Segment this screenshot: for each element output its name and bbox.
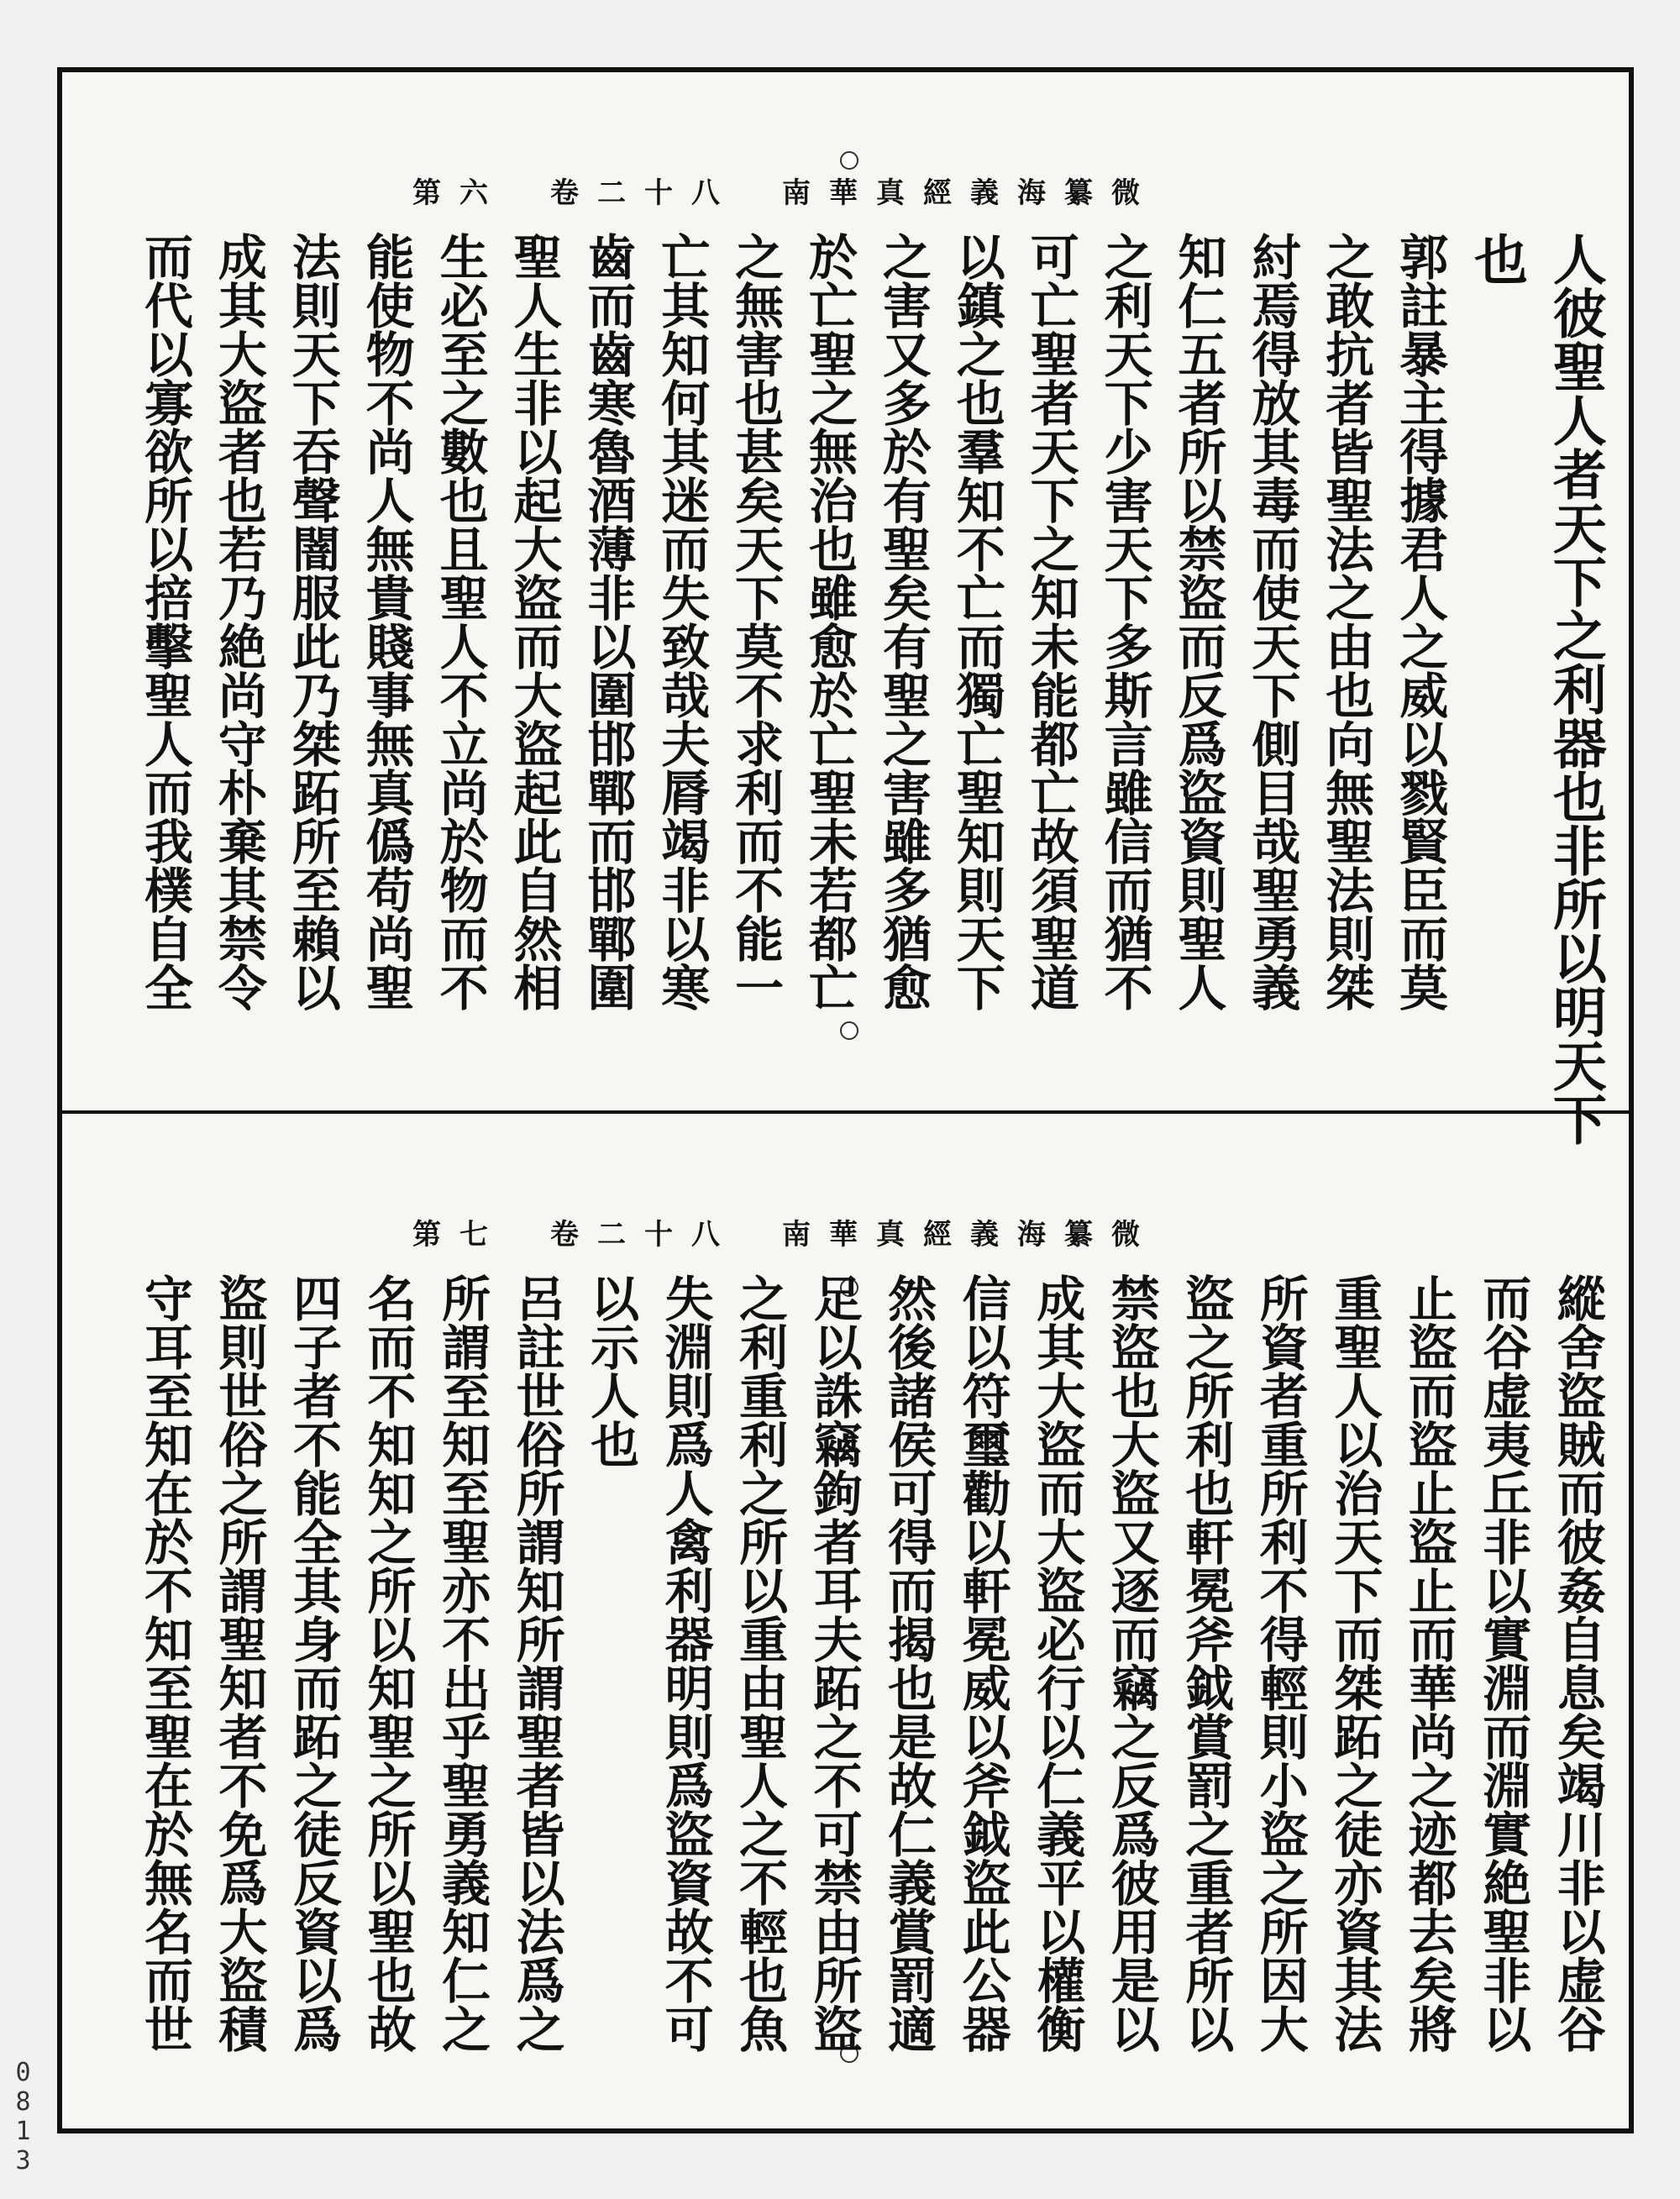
text-column: 而谷虚夷丘非以實淵而淵實絶聖非以 (1474, 1273, 1532, 2053)
text-column: 生必至之數也且聖人不立尚於物而不 (431, 232, 489, 1011)
text-column: 之利天下少害天下多斯言雖信而猶不 (1095, 232, 1153, 1011)
text-column: 齒而齒寒魯酒薄非以圍邯鄲而邯鄲圍 (579, 232, 637, 1011)
header-book-title: 南華真經義海纂微 (782, 176, 1158, 210)
text-column: 失淵則爲人禽利器明則爲盜資故不可 (656, 1273, 714, 2053)
text-column: 於亡聖之無治也雖愈於亡聖未若都亡 (801, 232, 858, 1011)
text-column: 禁盜也大盜又逐而竊之反爲彼用是以 (1102, 1273, 1160, 2053)
text-column: 紂焉得放其毒而使天下側目哉聖勇義 (1243, 232, 1301, 1011)
text-column: 足以誅竊鉤者耳夫跖之不可禁由所盜 (805, 1273, 863, 2053)
text-column: 之無害也甚矣天下莫不求利而不能一 (727, 232, 785, 1011)
punch-hole-icon (840, 151, 858, 170)
header-juan: 卷二十八 (550, 176, 738, 210)
text-column: 亡其知何其迷而失致哉夫脣竭非以寒 (653, 232, 711, 1011)
text-column: 之敢抗者皆聖法之由也向無聖法則桀 (1317, 232, 1375, 1011)
text-column: 聖人生非以起大盜而大盜起此自然相 (505, 232, 563, 1011)
header-juan: 卷二十八 (550, 1217, 738, 1252)
text-column: 而代以寡欲所以掊擊聖人而我樸自全 (136, 232, 193, 1011)
text-columns (136, 1273, 1606, 2122)
text-column: 可亡聖者天下之知未能都亡故須聖道 (1021, 232, 1079, 1011)
text-column: 也 (1465, 232, 1529, 286)
text-column: 所資者重所利不得輕則小盜之所因大 (1251, 1273, 1309, 2053)
text-column: 止盜而盜止盜止而華尚之迹都去矣將 (1399, 1273, 1457, 2053)
text-column: 郭註暴主得據君人之威以戮賢臣而莫 (1391, 232, 1449, 1011)
margin-page-number: 0813 (8, 2058, 38, 2175)
page-header (412, 165, 1158, 215)
text-column: 守耳至知在於不知至聖在於無名而世 (136, 1273, 193, 2053)
text-column: 所謂至知至聖亦不出乎聖勇義知仁之 (433, 1273, 491, 2053)
page-top (62, 72, 1629, 1146)
text-column: 然後諸侯可得而揭也是故仁義賞罰適 (879, 1273, 937, 2053)
text-column: 成其大盜者也若乃絶尚守朴棄其禁令 (209, 232, 267, 1011)
header-page-number: 第六 (412, 176, 507, 210)
text-column: 以鎮之也羣知不亡而獨亡聖知則天下 (948, 232, 1005, 1011)
header-page-number: 第七 (412, 1217, 507, 1252)
text-columns (136, 232, 1607, 1146)
text-column: 能使物不尚人無貴賤事無真僞苟尚聖 (357, 232, 415, 1011)
text-column: 知仁五者所以禁盜而反爲盜資則聖人 (1169, 232, 1227, 1011)
page-bottom (62, 1114, 1629, 2128)
text-column: 盜之所利也軒冕斧鉞賞罰之重者所以 (1177, 1273, 1235, 2053)
text-column: 呂註世俗所謂知所謂聖者皆以法爲之 (507, 1273, 565, 2053)
text-column: 以示人也 (582, 1273, 640, 1468)
text-column: 法則天下吞聲闇服此乃桀跖所至賴以 (283, 232, 341, 1011)
page-header (412, 1206, 1158, 1257)
text-column: 盜則世俗之所謂聖知者不免爲大盜積 (210, 1273, 268, 2053)
text-column: 縱舍盜賊而彼姦自息矣竭川非以虚谷 (1548, 1273, 1606, 2053)
text-column: 成其大盜而大盜必行以仁義平以權衡 (1028, 1273, 1086, 2053)
text-column: 名而不知知之所以知聖之所以聖也故 (359, 1273, 417, 2053)
text-column: 之利重利之所以重由聖人之不輕也魚 (731, 1273, 789, 2053)
text-column: 人彼聖人者天下之利器也非所以明天下 (1543, 232, 1607, 1146)
text-column: 之害又多於有聖矣有聖之害雖多猶愈 (874, 232, 932, 1011)
text-column: 重聖人以治天下而桀跖之徒亦資其法 (1326, 1273, 1383, 2053)
header-book-title: 南華真經義海纂微 (782, 1217, 1158, 1252)
text-column: 四子者不能全其身而跖之徒反資以爲 (285, 1273, 343, 2053)
text-column: 信以符璽勸以軒冕威以斧鉞盜此公器 (953, 1273, 1011, 2053)
